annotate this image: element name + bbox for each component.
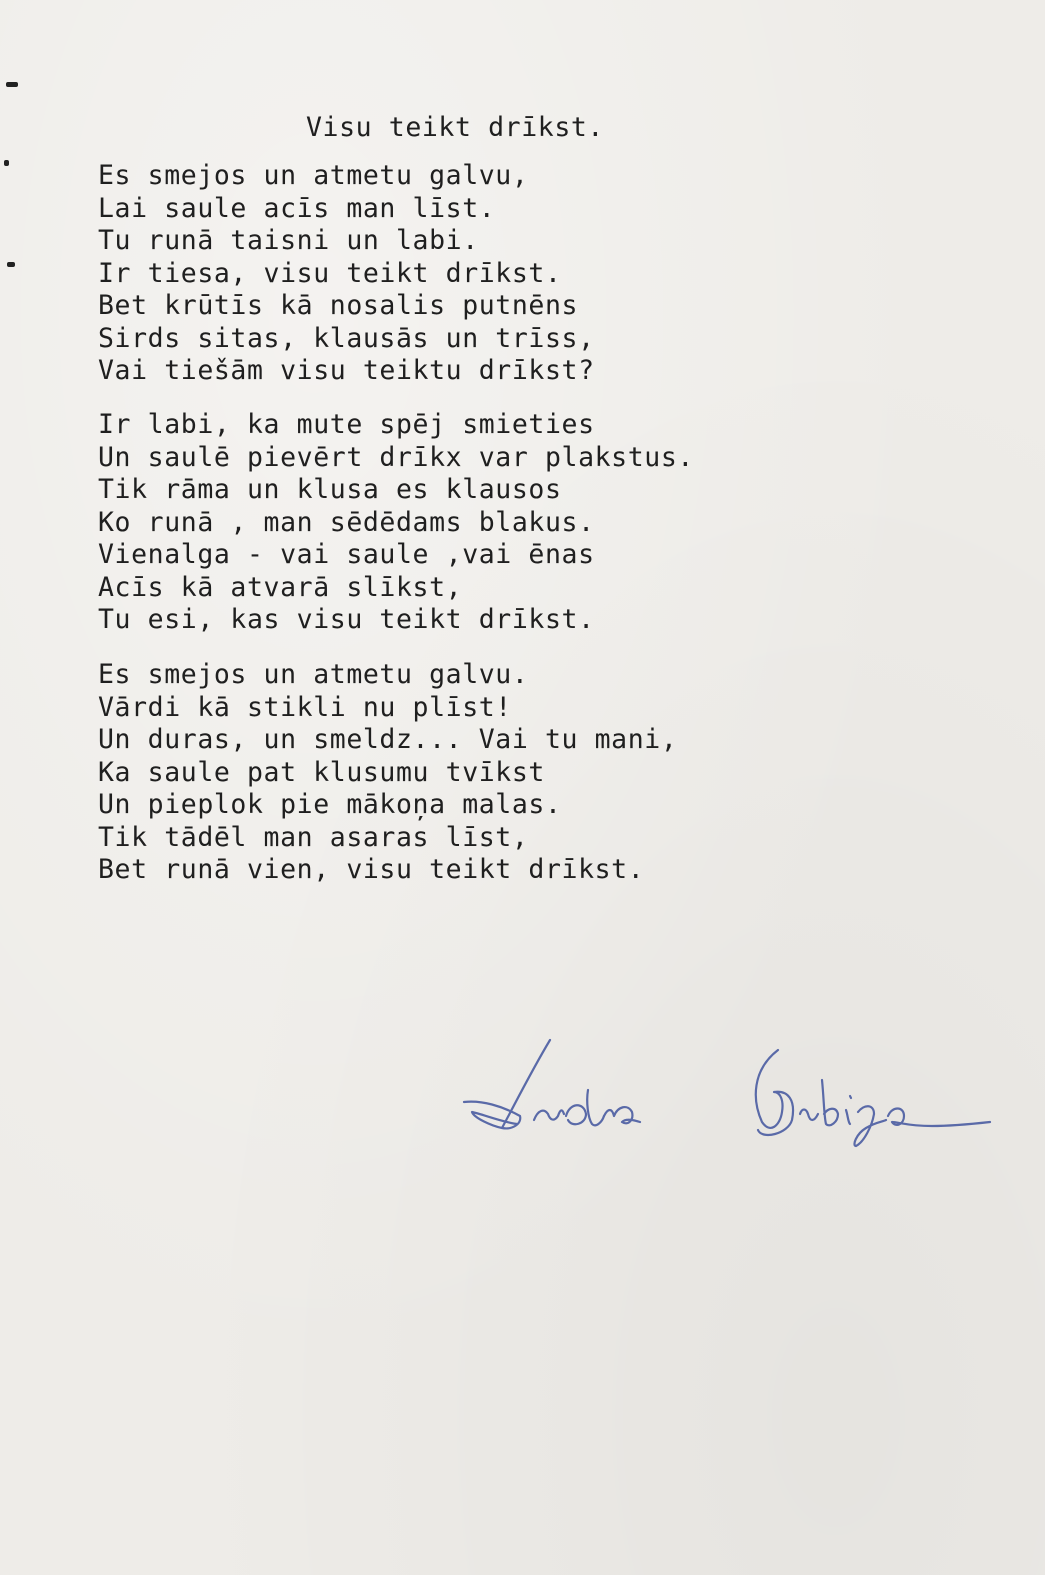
poem-line: Bet runā vien, visu teikt drīkst. [98, 854, 645, 885]
poem-line: Lai saule acīs man līst. [98, 192, 496, 224]
poem-line: Bet krūtīs kā nosalis putnēns [98, 290, 579, 321]
poem-line: Vārdi kā stikli nu plīst! [98, 691, 512, 723]
poem-line: Tu runā taisni un labi. [98, 225, 479, 256]
poem-line: Es smejos un atmetu galvu, [98, 160, 529, 191]
poem-line: Es smejos un atmetu galvu. [98, 659, 529, 690]
poem-line: Vai tiešām visu teiktu drīkst? [98, 355, 595, 386]
poem-line: Un duras, un smeldz... Vai tu mani, [98, 724, 678, 755]
poem-line: Ka saule pat klusumu tvīkst [98, 756, 545, 788]
poem-line: Un pieplok pie mākoņa malas. [98, 789, 562, 820]
edge-mark [7, 262, 15, 267]
poem-line: Ir labi, ka mute spēj smieties [98, 409, 595, 440]
poem-line: Tu esi, kas visu teikt drīkst. [98, 604, 595, 635]
poem-line: Sirds sitas, klausās un trīss, [98, 322, 595, 354]
poem-line: Vienalga - vai saule ,vai ēnas [98, 539, 595, 570]
poem-title: Visu teikt drīkst. [306, 112, 604, 143]
stanza-3 [98, 659, 677, 887]
stanza-1 [98, 160, 595, 388]
edge-mark [6, 82, 18, 87]
poem-line: Tik tādēl man asaras līst, [98, 821, 529, 853]
poem-line: Acīs kā atvarā slīkst, [98, 571, 463, 603]
poem-line: Tik rāma un klusa es klausos [98, 474, 562, 505]
poem-line: Un saulē pievērt drīkx var plakstus. [98, 441, 694, 473]
handwritten-signature [462, 1030, 1002, 1150]
edge-mark [4, 160, 9, 166]
poem-line: Ir tiesa, visu teikt drīkst. [98, 257, 562, 289]
stanza-2 [98, 409, 694, 637]
poem-line: Ko runā , man sēdēdams blakus. [98, 506, 595, 538]
